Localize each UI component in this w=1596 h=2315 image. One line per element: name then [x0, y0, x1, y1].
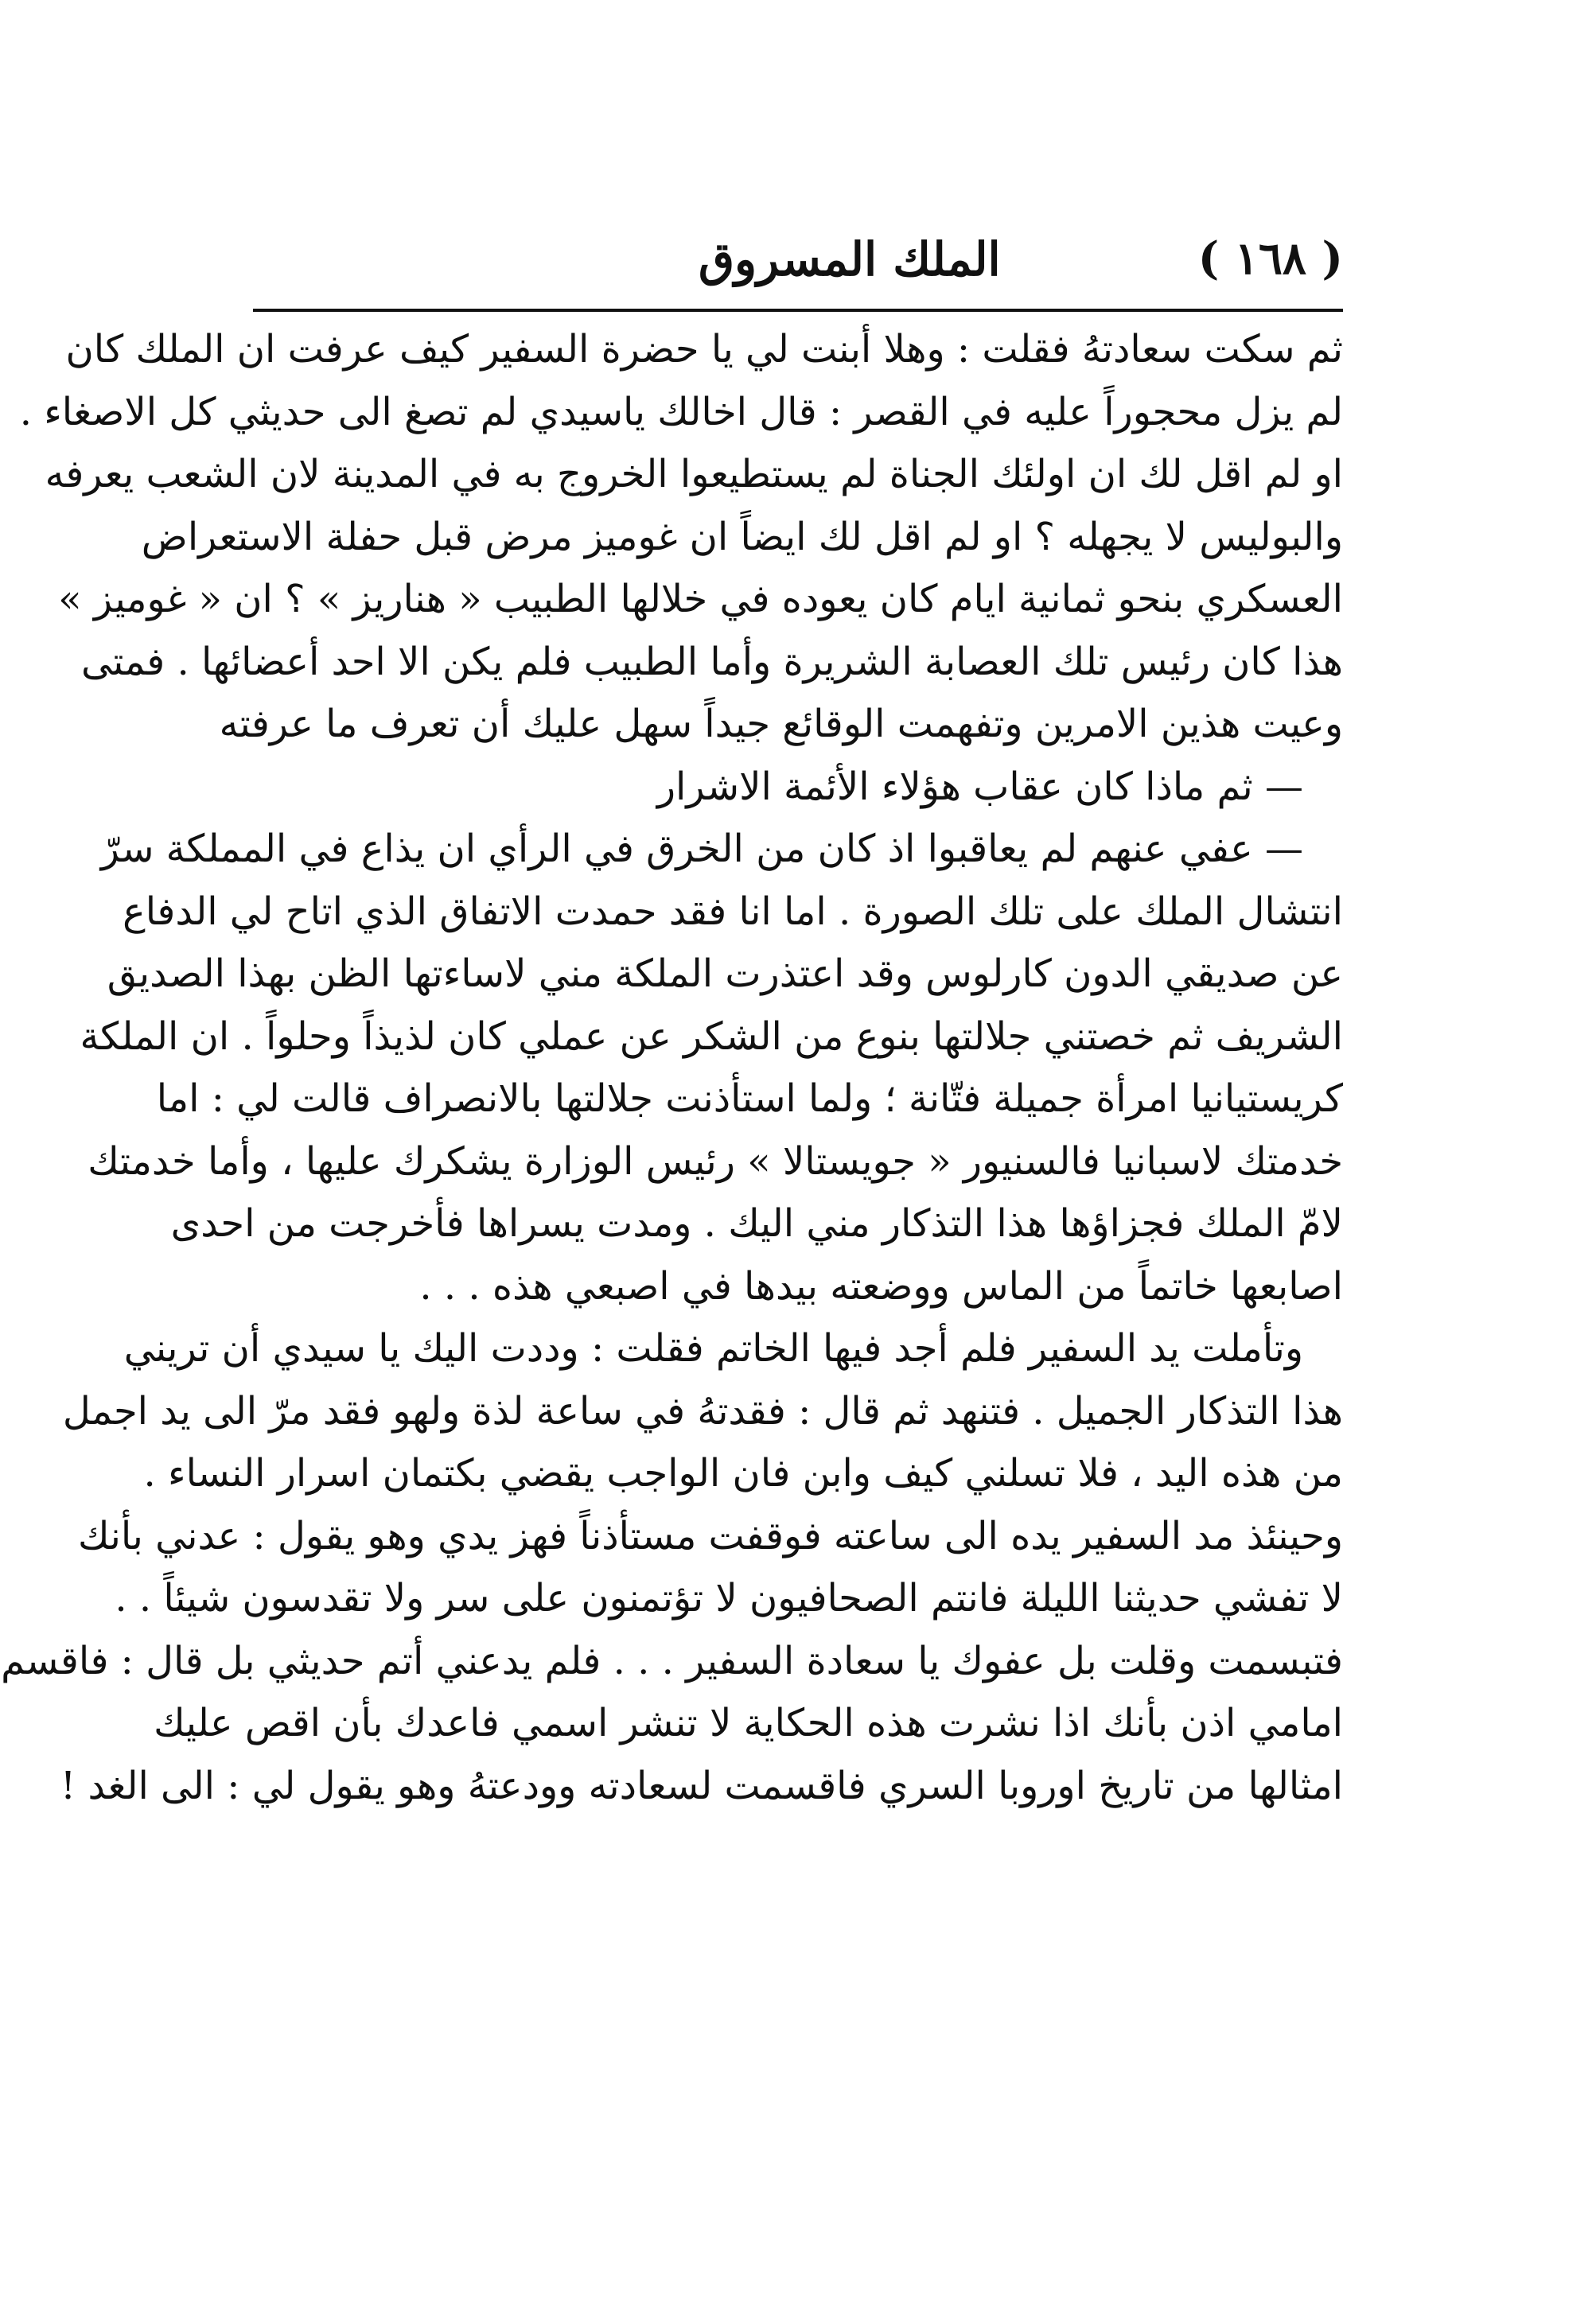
text-line: والبوليس لا يجهله ؟ او لم اقل لك ايضاً ان غوميز مرض قبل حفلة الاستعراض [141, 514, 1343, 559]
text-line: لا تفشي حديثنا الليلة فانتم الصحافيون لا تؤتمنون على سر ولا تقدسون شيئاً . . [115, 1576, 1343, 1620]
dialogue-line: — ثم ماذا كان عقاب هؤلاء الأئمة الاشرار [656, 764, 1303, 809]
dialogue-line: — عفي عنهم لم يعاقبوا اذ كان من الخرق في الرأي ان يذاع في المملكة سرّ [100, 827, 1303, 871]
text-line: او لم اقل لك ان اولئك الجناة لم يستطيعوا الخروج به في المدينة لان الشعب يعرفه [45, 452, 1343, 496]
text-line: فتبسمت وقلت بل عفوك يا سعادة السفير . . . فلم يدعني أتم حديثي بل قال : فاقسم [1, 1638, 1343, 1683]
text-line: وعيت هذين الامرين وتفهمت الوقائع جيداً سهل عليك أن تعرف ما عرفته [219, 702, 1343, 746]
header-rule [253, 309, 1343, 312]
text-line: هذا التذكار الجميل . فتنهد ثم قال : فقدتهُ في ساعة لذة ولهو فقد مرّ الى يد اجمل [62, 1388, 1343, 1434]
text-line: انتشال الملك على تلك الصورة . اما انا فقد حمدت الاتفاق الذي اتاح لي الدفاع [123, 889, 1343, 934]
text-line: امامي اذن بأنك اذا نشرت هذه الحكاية لا تنشر اسمي فاعدك بأن اقص عليك [154, 1701, 1343, 1745]
text-line: ثم سكت سعادتهُ فقلت : وهلا أبنت لي يا حضرة السفير كيف عرفت ان الملك كان [65, 327, 1343, 372]
text-line: وحينئذ مد السفير يده الى ساعته فوقفت مستأذناً فهز يدي وهو يقول : عدني بأنك [78, 1513, 1343, 1558]
text-line: لامّ الملك فجزاؤها هذا التذكار مني اليك . ومدت يسراها فأخرجت من احدى [170, 1201, 1343, 1246]
body-text [1, 318, 1343, 1817]
text-line: لم يزل محجوراً عليه في القصر : قال اخالك ياسيدي لم تصغ الى حديثي كل الاصغاء . [19, 389, 1343, 434]
text-line: من هذه اليد ، فلا تسلني كيف وابن فان الواجب يقضي بكتمان اسرار النساء . [143, 1451, 1343, 1496]
paragraph-start-line: وتأملت يد السفير فلم أجد فيها الخاتم فقلت : وددت اليك يا سيدي أن تريني [123, 1326, 1303, 1371]
page-header [253, 224, 1343, 312]
text-line: الشريف ثم خصتني جلالتها بنوع من الشكر عن عملي كان لذيذاً وحلواً . ان الملكة [80, 1014, 1343, 1059]
page-number: ( ١٦٨ ) [1197, 232, 1343, 285]
text-line: عن صديقي الدون كارلوس وقد اعتذرت الملكة مني لاساءتها الظن بهذا الصديق [107, 951, 1343, 996]
text-line: امثالها من تاريخ اوروبا السري فاقسمت لسعادته وودعتهُ وهو يقول لي : الى الغد ! [60, 1763, 1343, 1808]
text-line: العسكري بنحو ثمانية ايام كان يعوده في خلالها الطبيب « هناريز » ؟ ان « غوميز » [58, 577, 1343, 621]
text-line: هذا كان رئيس تلك العصابة الشريرة وأما الطبيب فلم يكن الا احد أعضائها . فمتى [81, 639, 1343, 684]
text-line: خدمتك لاسبانيا فالسنيور « جويستالا » رئيس الوزارة يشكرك عليها ، وأما خدمتك [88, 1138, 1343, 1184]
running-title: الملك المسروق [699, 232, 1001, 286]
text-line: كريستيانيا امرأة جميلة فتّانة ؛ ولما استأذنت جلالتها بالانصراف قالت لي : اما [156, 1076, 1343, 1121]
text-line: اصابعها خاتماً من الماس ووضعته بيدها في اصبعي هذه . . . [419, 1263, 1343, 1309]
